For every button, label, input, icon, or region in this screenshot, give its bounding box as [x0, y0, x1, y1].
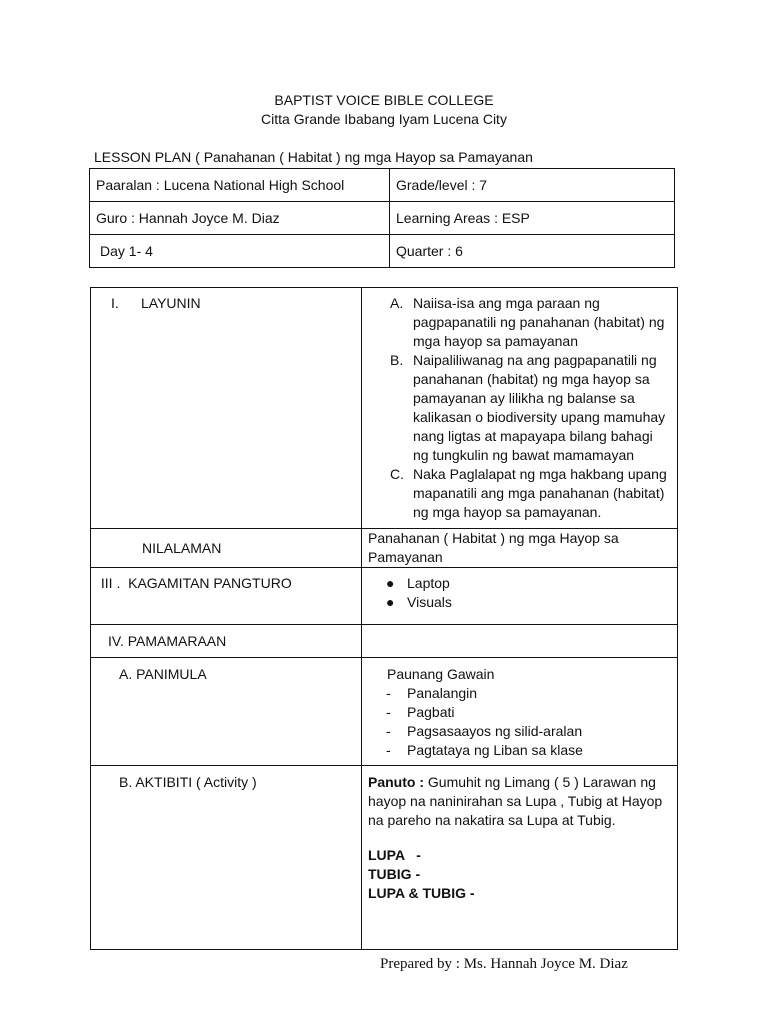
objectives-list	[368, 294, 671, 522]
bullet-icon: ●	[386, 575, 395, 591]
panimula-row	[91, 658, 678, 766]
objective-text: Naiisa-isa ang mga paraan ng pagpapanatili ng panahanan (habitat) ng mga hayop sa pamayanan	[413, 295, 665, 349]
info-row	[90, 235, 675, 268]
nilalaman-content: Panahanan ( Habitat ) ng mga Hayop sa Pamayanan	[362, 529, 678, 568]
panimula-label: A. PANIMULA	[91, 658, 362, 766]
materials-list	[362, 574, 677, 612]
material-text: Visuals	[407, 594, 452, 610]
kagamitan-content-cell	[362, 568, 678, 625]
quarter-cell: Quarter : 6	[390, 235, 675, 268]
layunin-content-cell	[362, 288, 678, 529]
instruction-label: Panuto :	[368, 774, 424, 790]
dash-marker: -	[386, 742, 391, 758]
learning-area-cell: Learning Areas : ESP	[390, 202, 675, 235]
dash-marker: -	[386, 704, 391, 720]
objective-marker: B.	[390, 352, 404, 368]
objective-item	[368, 294, 671, 351]
material-text: Laptop	[407, 575, 450, 591]
pamamaraan-label: IV. PAMAMARAAN	[91, 625, 362, 658]
nilalaman-row	[91, 529, 678, 568]
material-item	[362, 574, 677, 593]
objective-text: Naipaliliwanag na ang pagpapanatili ng panahanan (habitat) ng mga hayop sa pamayanan ay lilikha ng balanse sa kalikasan o biodiversity upang mamuhay nang ligtas at mapayapa bilang bahagi ng tungkulin ng bawat mamamayan	[413, 352, 666, 463]
activity-text: Pagsasaayos ng silid-aralan	[407, 723, 583, 739]
activity-item	[362, 722, 677, 741]
aktibiti-content-cell	[362, 766, 678, 950]
layunin-label-cell	[91, 288, 362, 529]
pamamaraan-empty-cell	[362, 625, 678, 658]
pamamaraan-row	[91, 625, 678, 658]
college-name: BAPTIST VOICE BIBLE COLLEGE	[274, 92, 494, 108]
kagamitan-label: III . KAGAMITAN PANGTURO	[91, 568, 362, 625]
answer-line-lupa: LUPA -	[368, 847, 421, 863]
aktibiti-row	[91, 766, 678, 950]
activity-item	[362, 741, 677, 760]
college-address: Citta Grande Ibabang Iyam Lucena City	[261, 111, 507, 127]
day-cell: Day 1- 4	[90, 235, 390, 268]
dash-marker: -	[386, 685, 391, 701]
school-cell: Paaralan : Lucena National High School	[90, 169, 390, 202]
objective-text: Naka Paglalapat ng mga hakbang upang mapanatili ang mga panahanan (habitat) ng mga hayop sa pamayanan.	[413, 466, 667, 520]
instruction-text: Gumuhit ng Limang ( 5 ) Larawan ng hayop na naninirahan sa Lupa , Tubig at Hayop na pareho na nakatira sa Lupa at Tubig.	[368, 774, 663, 828]
layunin-label: LAYUNIN	[141, 295, 201, 311]
activity-item	[362, 684, 677, 703]
activity-text: Panalangin	[407, 685, 478, 701]
layunin-number: I.	[111, 295, 119, 311]
kagamitan-row	[91, 568, 678, 625]
answer-line-lupa-tubig: LUPA & TUBIG -	[368, 885, 475, 901]
prepared-by: Prepared by : Ms. Hannah Joyce M. Diaz	[380, 956, 628, 972]
dash-marker: -	[386, 723, 391, 739]
objective-item	[368, 465, 671, 522]
nilalaman-label: NILALAMAN	[91, 529, 362, 568]
activity-item	[362, 703, 677, 722]
activity-text: Pagbati	[407, 704, 455, 720]
info-row	[90, 169, 675, 202]
panimula-heading: Paunang Gawain	[387, 666, 495, 682]
info-table	[89, 168, 675, 268]
lesson-plan-title: LESSON PLAN ( Panahanan ( Habitat ) ng mga Hayop sa Pamayanan	[94, 149, 533, 165]
objective-item	[368, 351, 671, 465]
activity-text: Pagtataya ng Liban sa klase	[407, 742, 583, 758]
panimula-content-cell	[362, 658, 678, 766]
lesson-table	[90, 287, 678, 950]
instruction	[368, 773, 671, 830]
bullet-icon: ●	[386, 594, 395, 610]
aktibiti-label: B. AKTIBITI ( Activity )	[91, 766, 362, 950]
objective-marker: A.	[390, 295, 404, 311]
info-row	[90, 202, 675, 235]
layunin-row	[91, 288, 678, 529]
activities-list	[362, 684, 677, 760]
material-item	[362, 593, 677, 612]
objective-marker: C.	[390, 466, 404, 482]
answer-line-tubig: TUBIG -	[368, 866, 421, 882]
grade-cell: Grade/level : 7	[390, 169, 675, 202]
teacher-cell: Guro : Hannah Joyce M. Diaz	[90, 202, 390, 235]
